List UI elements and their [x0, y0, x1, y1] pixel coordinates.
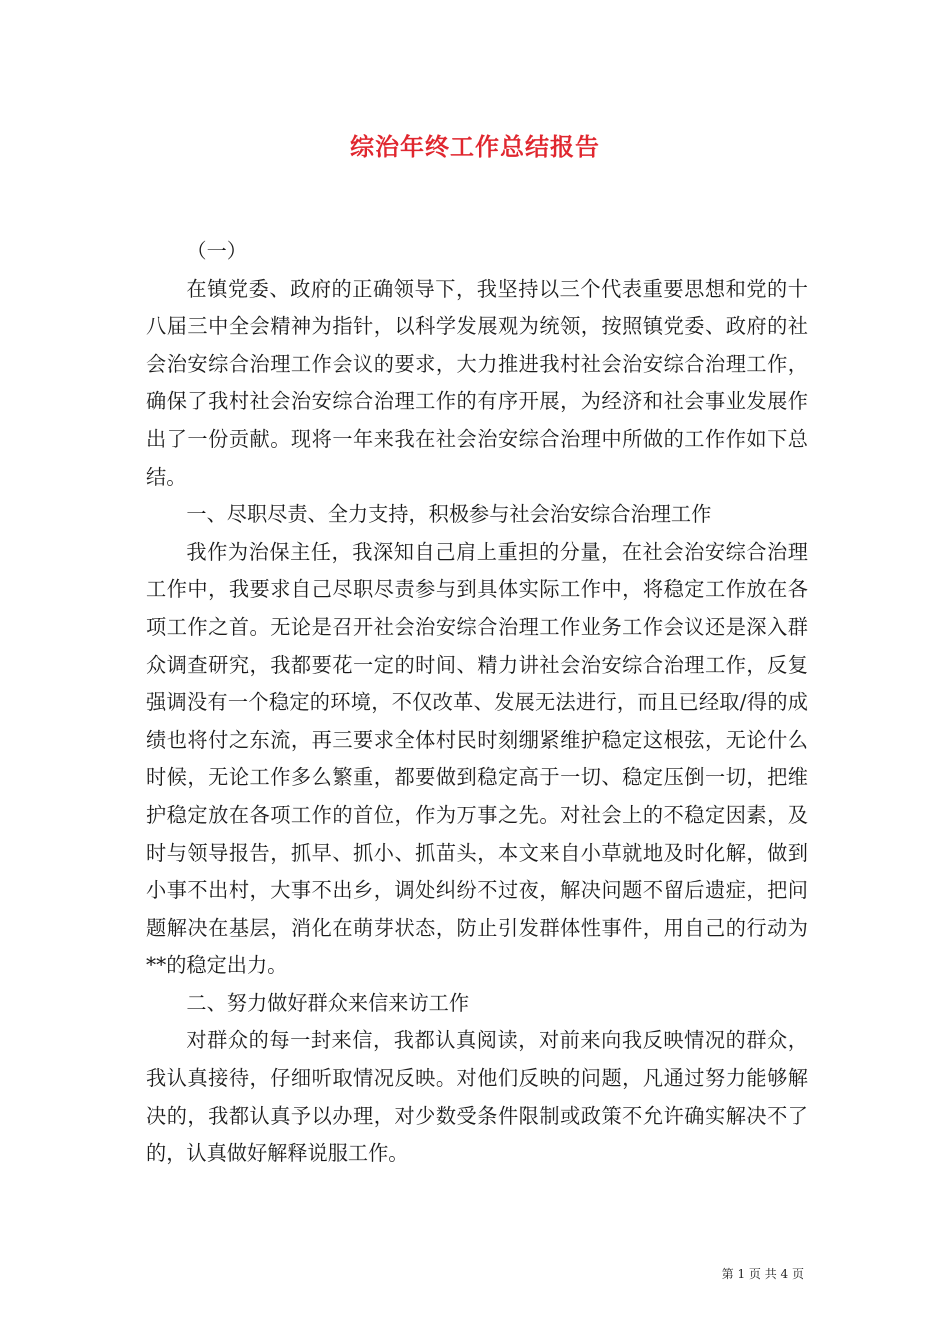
section-number: （一） — [186, 239, 247, 263]
section-heading-1: 一、尽职尽责、全力支持，积极参与社会治安综合治理工作 — [186, 502, 712, 527]
document-title: 综治年终工作总结报告 — [350, 132, 600, 161]
page-number-footer: 第 1 页 共 4 页 — [721, 1267, 804, 1281]
section-2-paragraph: 对群众的每一封来信，我都认真阅读，对前来向我反映情况的群众，我认真接待，仔细听取情况反映。对他们反映的问题，凡通过努力能够解决的，我都认真予以办理，对少数受条件限制或政策不允许确实解决不了的，认真做好解释说服工作。 — [146, 1028, 808, 1166]
intro-paragraph: 在镇党委、政府的正确领导下，我坚持以三个代表重要思想和党的十八届三中全会精神为指针，以科学发展观为统领，按照镇党委、政府的社会治安综合治理工作会议的要求，大力推进我村社会治安综合治理工作，确保了我村社会治安综合治理工作的有序开展，为经济和社会事业发展作出了一份贡献。现将一年来我在社会治安综合治理中所做的工作作如下总结。 — [146, 276, 808, 489]
document-body — [146, 233, 808, 1173]
section-1-paragraph: 我作为治保主任，我深知自己肩上重担的分量，在社会治安综合治理工作中，我要求自己尽职尽责参与到具体实际工作中，将稳定工作放在各项工作之首。无论是召开社会治安综合治理工作业务工作会议还是深入群众调查研究，我都要花一定的时间、精力讲社会治安综合治理工作，反复强调没有一个稳定的环境，不仅改革、发展无法进行，而且已经取/得的成绩也将付之东流，再三要求全体村民时刻绷紧维护稳定这根弦，无论什么时候，无论工作多么繁重，都要做到稳定高于一切、稳定压倒一切，把维护稳定放在各项工作的首位，作为万事之先。对社会上的不稳定因素，及时与领导报告，抓早、抓小、抓苗头，本文来自小草就地及时化解，做到小事不出村，大事不出乡，调处纠纷不过夜，解决问题不留后遗症，把问题解决在基层，消化在萌芽状态，防止引发群体性事件，用自己的行动为**的稳定出力。 — [146, 539, 808, 978]
section-heading-2: 二、努力做好群众来信来访工作 — [186, 990, 470, 1015]
